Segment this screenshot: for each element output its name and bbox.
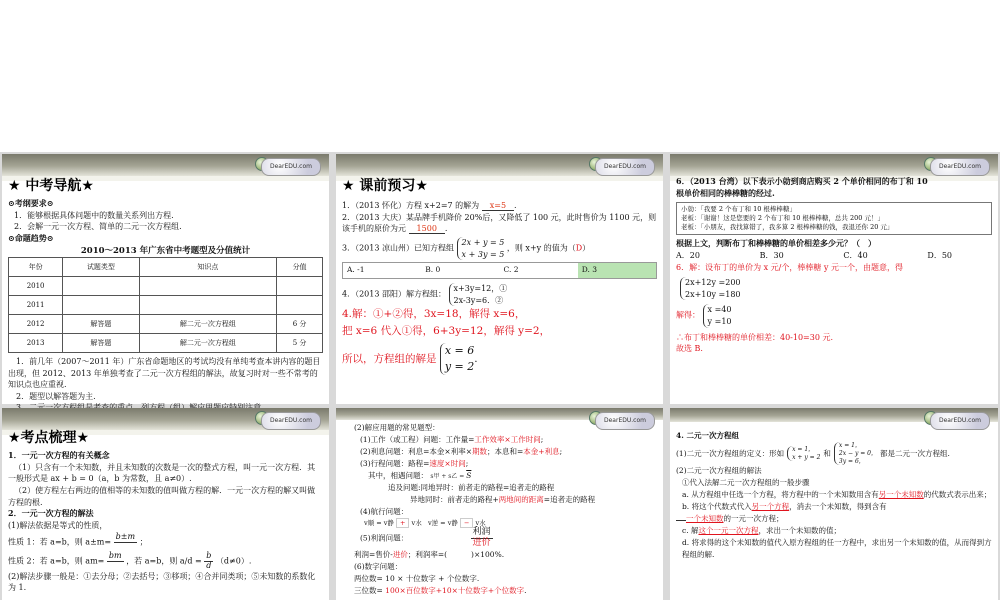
section-heading: (2)解应用题的常见题型： — [354, 423, 440, 432]
table-row: 2011 — [9, 295, 323, 314]
requirement-item: 1．能够根据具体问题中的数量关系列出方程. — [14, 210, 174, 220]
sailing-formulas: v顺 = v静 + v水 v逆 = v静 − v水 — [364, 519, 486, 527]
question-4: 4．（2013 邵阳）解方程组： x+3y=12，① 2x-3y=6．② — [342, 284, 508, 305]
paragraph: （2）使方程左右两边的值相等的未知数的值叫做方程的解．一元一次方程的解又叫做方程的根. — [8, 486, 316, 507]
slide-question-6[interactable] — [670, 154, 998, 404]
type-profit: (5)利润问题： $\frac{\text{利润}}{\text{进价}}$ — [360, 527, 491, 549]
table-header: 试题类型 — [63, 257, 139, 276]
option-a: A. -1 — [347, 265, 365, 275]
type-interest: (2)利息问题：利息=本金×利率×期数；本息和=本金+利息; — [360, 447, 563, 456]
question-text: 6．（2013 台湾）以下表示小勍到商店购买 2 个单价相同的布丁和 10 根单价相同的棒棒糖的经过. — [676, 176, 928, 198]
question-2: 2．（2013 大庆）某品牌手机降价 20%后，又降低了 100 元，此时售价为 1100 元，则该手机的原价为元 1500 . — [342, 212, 657, 234]
site-logo: DearEDU.com — [261, 412, 321, 430]
three-digit: 三位数= 100×百位数字+10×十位数字+个位数字. — [354, 586, 527, 596]
table-header: 年份 — [9, 257, 63, 276]
answer-blank: x=5 — [482, 201, 514, 211]
table-header: 分值 — [277, 257, 323, 276]
stats-table — [8, 257, 323, 353]
answer-blank: 1500 — [409, 224, 445, 234]
slide-grid — [0, 152, 1000, 600]
options-row — [342, 262, 657, 279]
type-chase-2: 异地同时：前者走的路程+两地间的距离=追者走的路程 — [410, 495, 596, 504]
site-logo: DearEDU.com — [595, 158, 655, 176]
type-sailing: (4)航行问题： — [360, 507, 409, 516]
table-row: 2010 — [9, 276, 323, 295]
question-ask: 根据上文，判断布丁和棒棒糖的单价相差多少元？（ ） — [676, 238, 876, 249]
site-logo: DearEDU.com — [930, 158, 990, 176]
equation-system: 2x+12y =200 2x+10y =180 — [680, 277, 741, 300]
table-row: 2013 解答题 解二元一次方程组 5 分 — [9, 333, 323, 352]
section-heading: ⊙命题趋势⊙ — [8, 233, 54, 244]
type-travel: (3)行程问题：路程=速度×时间; — [360, 459, 469, 468]
slide-word-problems[interactable] — [336, 408, 663, 600]
option-b: B. 0 — [425, 265, 441, 275]
dialogue-box: 小勍：「我要 2 个布丁和 10 根棒棒糖」 老板：「谢谢！这是您要的 2 个布丁和 10 根棒棒糖，总共 200 元！」 老板：「小朋友，我找算错了，我多算 2 根棒棒糖的钱，我退还你 20 元」 — [676, 202, 992, 235]
solution-final: 所以，方程组的解是 x = 6 y = 2 . — [342, 343, 478, 373]
paragraph: 1．前几年（2007～2011 年）广东省命题地区的考试均没有单纯考查本讲内容的题目出现，但 2012、2013 年单独考查了二元一次方程组的解法，故复习时对一些不常考的知识点也应重视. — [8, 356, 321, 390]
solution-line: 故选 B. — [676, 344, 703, 354]
type-chase: 追及问题:同地异时：前者走的路程=追者走的路程 — [388, 483, 555, 492]
solution-line: 4.解：①+②得，3x=18，解得 x=6， — [342, 308, 526, 321]
step-b-2: 一个未知数的一元一次方程； — [676, 513, 992, 525]
slide-title: ★考点梳理★ — [8, 430, 90, 446]
profit-formula: 利润=售价-进价；利润率=( )×100%. — [354, 550, 505, 560]
equation-system: x+3y=12，① 2x-3y=6．② — [449, 283, 508, 306]
table-header: 知识点 — [139, 257, 277, 276]
section-heading: 4. 二元一次方程组 — [676, 431, 739, 440]
solution-line: 把 x=6 代入①得，6+3y=12，解得 y=2， — [342, 324, 551, 337]
section-heading: 1．一元一次方程的有关概念 — [8, 450, 110, 461]
step-a: a. 从方程组中任选一个方程，将方程中的一个未知数用含有另一个未知数的代数式表示出来； — [682, 490, 992, 500]
property-1: 性质 1：若 a=b，则 a±m= b±m ； — [8, 532, 148, 547]
answer-choice: D — [575, 243, 583, 253]
table-row: 2012 解答题 解二元一次方程组 6 分 — [9, 314, 323, 333]
question-1: 1．（2013 怀化）方程 x+2=7 的解为 x=5 . — [342, 201, 517, 211]
section-heading: ⊙考纲要求⊙ — [8, 198, 54, 209]
solution-line: ∴布丁和棒棒糖的单价相差：40-10=30 元. — [676, 332, 834, 342]
options-row: A．20 B．30 C．40 D．50 — [676, 251, 952, 261]
table-title: 2010～2013 年广东省中考题型及分值统计 — [80, 245, 251, 256]
option-d: D. 3 — [578, 263, 656, 278]
site-logo: DearEDU.com — [595, 412, 655, 430]
type-meeting: 其中，相遇问题： s甲 + s乙 = $\overline{S}$ — [368, 471, 472, 480]
two-digit: 两位数= 10 × 十位数字 + 个位数字. — [354, 574, 480, 584]
solution-result: 解得： x =40 y =10 — [676, 305, 732, 327]
solution-line: 6．解：设布丁的单价为 x 元/个，棒棒糖 y 元一个，由题意，得 — [676, 262, 903, 272]
property-2: 性质 2：若 a=b，则 am= bm ，若 a=b，则 a/d = $\frac{b}{d}$ （d≠0）. — [8, 551, 252, 570]
type-work: (1)工作（或工程）问题：工作量=工作效率×工作时间; — [360, 435, 544, 444]
slide-title: ★ 中考导航★ — [8, 178, 94, 194]
paragraph: (1)解法依据是等式的性质， — [8, 520, 108, 530]
slide-exam-guide[interactable] — [2, 154, 329, 404]
site-logo: DearEDU.com — [930, 412, 990, 430]
solution-system: x = 6 y = 2 — [440, 343, 474, 375]
paragraph: （1）只含有一个未知数，并且未知数的次数是一次的整式方程，叫一元一次方程．其一般形式是 ax + b = 0（a，b 为常数，且 a≠0）. — [8, 462, 316, 484]
slide-title: ★ 课前预习★ — [342, 178, 428, 194]
top-blank-area — [0, 0, 1000, 152]
slide-key-points[interactable] — [2, 408, 329, 600]
section-heading: 2．一元一次方程的解法 — [8, 508, 94, 519]
type-digits: (6)数字问题： — [354, 562, 403, 572]
equation-system: 2x + y = 5 x + 3y = 5 — [457, 237, 505, 260]
paragraph: ①代入法解二元一次方程组的一般步骤 — [682, 478, 810, 488]
site-logo: DearEDU.com — [261, 158, 321, 176]
paragraph: (2)解法步骤一般是：①去分母；②去括号；③移项；④合并同类项；⑤未知数的系数化为 1. — [8, 571, 316, 593]
step-d: d. 将求得的这个未知数的值代入原方程组的任一方程中，求出另一个未知数的值，从而得到方程组的解. — [682, 538, 992, 560]
definition: (1)二元一次方程组的定义：形如 x = 1， x + y = 2 和 x = 1， 2x − y = 0， 3y = 6， 都是二元一次方程组. — [676, 442, 950, 465]
slide-preview[interactable] — [336, 154, 663, 404]
option-c: C. 2 — [503, 265, 519, 275]
question-3: 3．（2013 凉山州）已知方程组 2x + y = 5 x + 3y = 5 ，则 x+y 的值为（D） — [342, 238, 591, 259]
slide-linear-systems[interactable] — [670, 408, 998, 600]
requirement-item: 2．会解一元一次方程、简单的二元一次方程组. — [14, 222, 182, 232]
paragraph: 2．题型以解答题为主. — [16, 391, 96, 401]
paragraph: (2)二元一次方程组的解法 — [676, 466, 762, 476]
step-c: c. 解这个一元一次方程，求出一个未知数的值； — [682, 526, 841, 536]
step-b: b. 将这个代数式代入另一个方程，消去一个未知数，得到含有 — [682, 502, 887, 512]
